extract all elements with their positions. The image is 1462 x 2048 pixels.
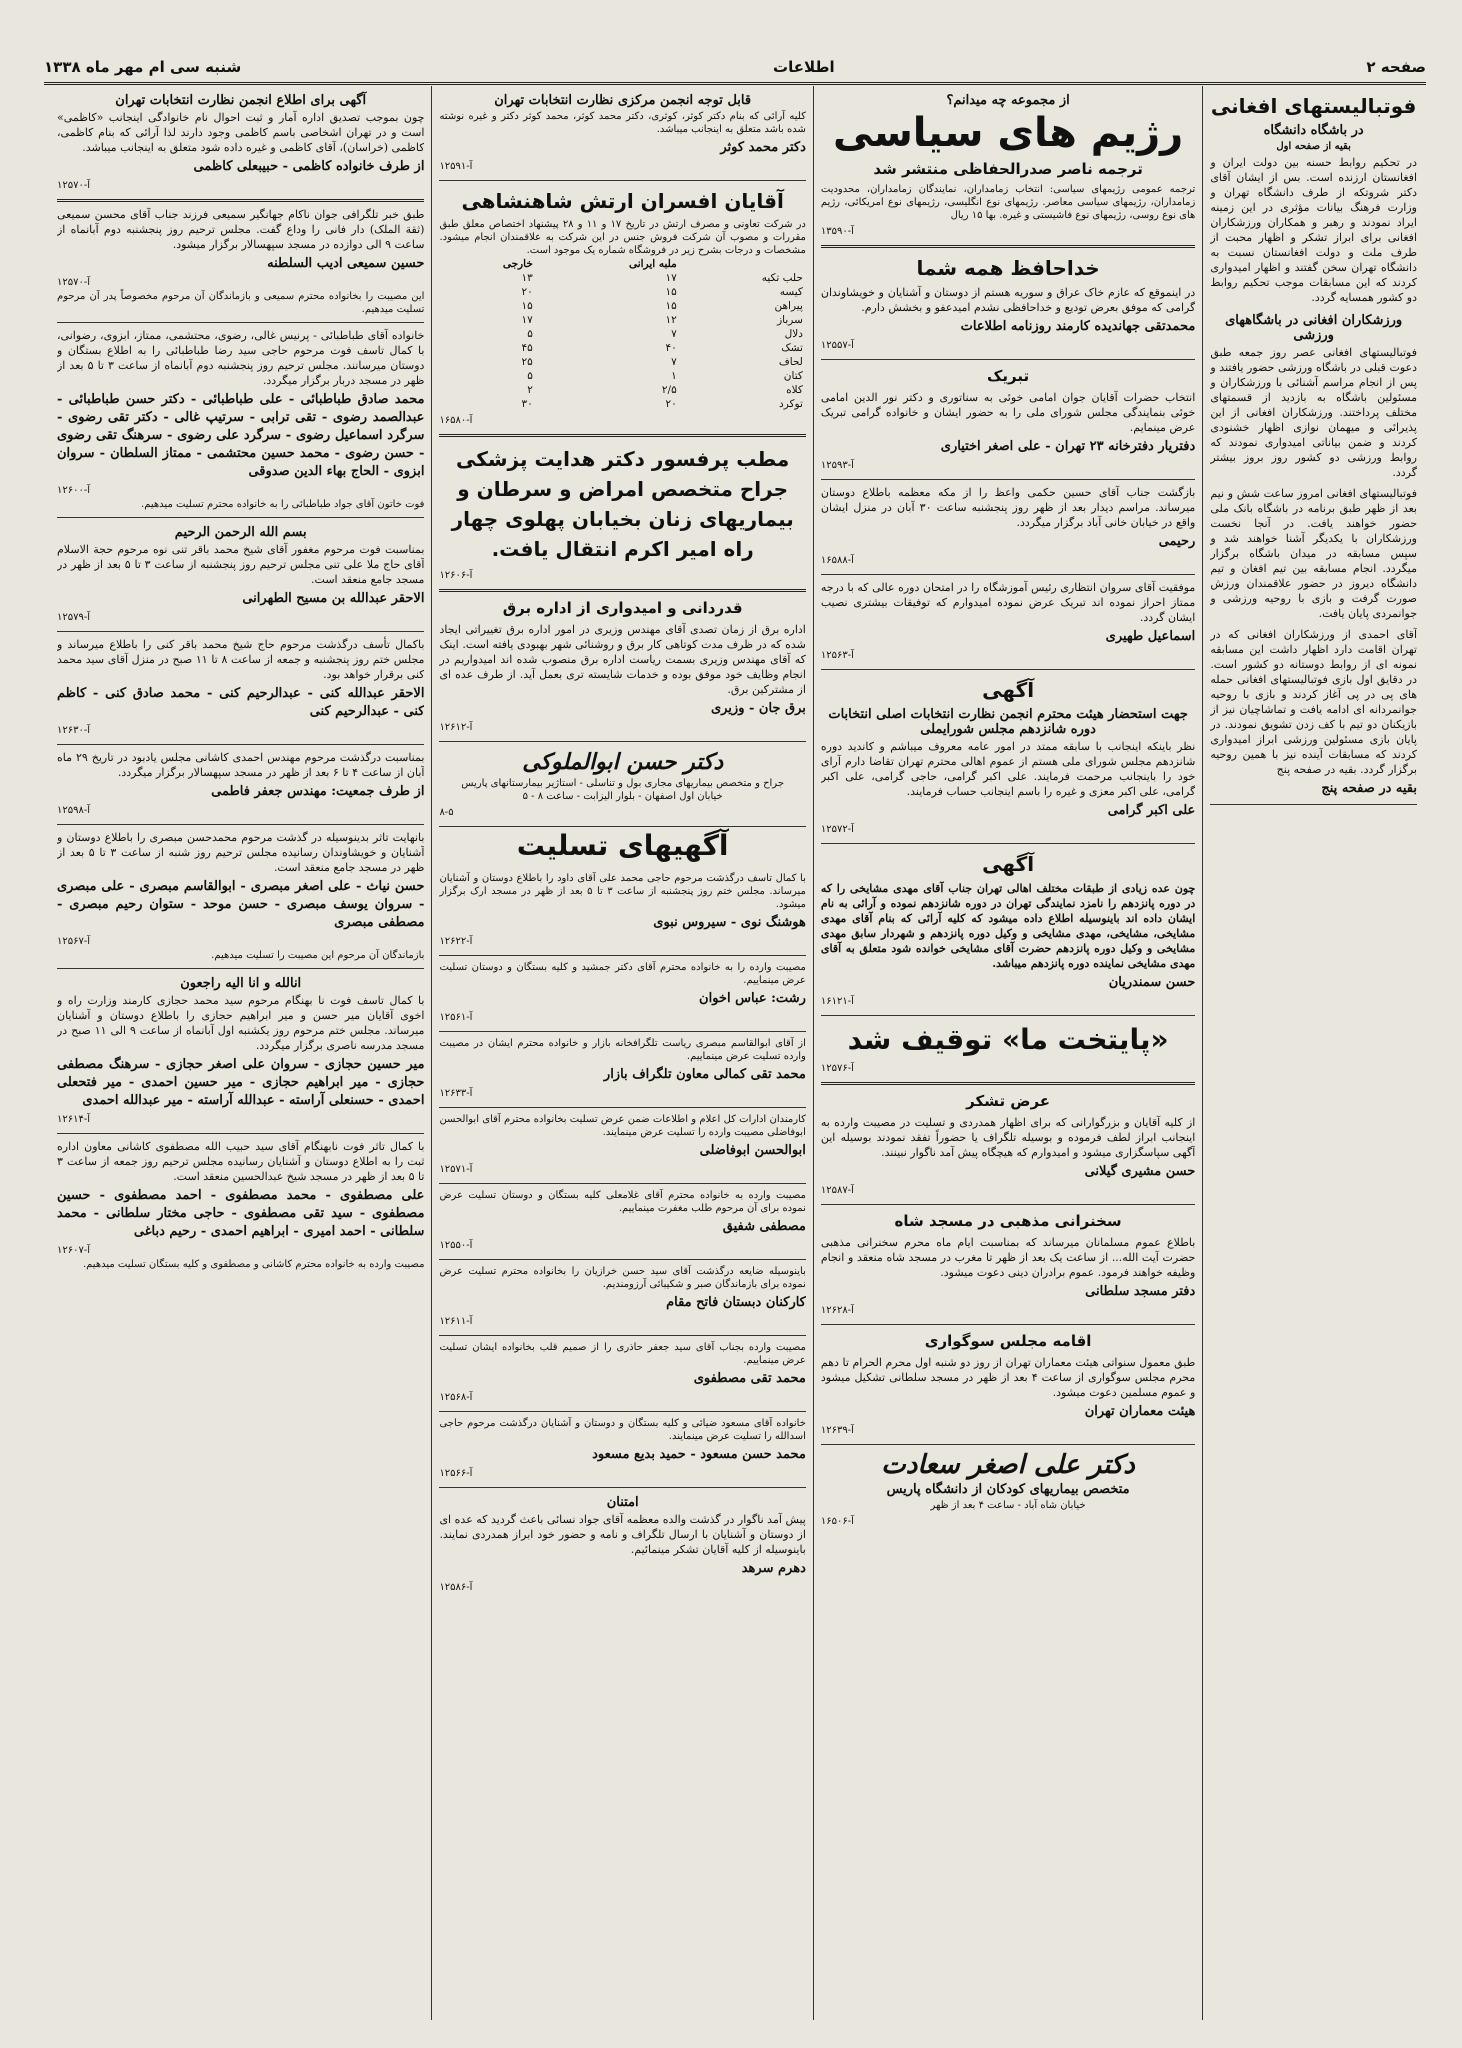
football-title: فوتبالیستهای افغانی (1210, 94, 1417, 118)
farewell-body: در اینموقع که عازم خاک عراق و سوریه هستم از دوستان و آشنایان و خویشاوندان گرامی که موفق بعرض تودیع و خداحافظی نشدم امیدعفو و بخشش دارم. (820, 286, 1196, 314)
condolence-sig: محمد تقی مصطفوی (693, 1371, 806, 1386)
army-domestic-price: ۱۵ (665, 300, 677, 312)
kazemi-ad (57, 86, 424, 202)
condolence-code: آ-۱۲۵۶۱ (439, 1012, 473, 1023)
obit3-ad (57, 518, 424, 632)
banned-title: «پایتخت ما» توقیف شد (847, 1023, 1169, 1056)
football-subtitle: در باشگاه دانشگاه (1263, 123, 1364, 138)
regimes-subtitle: ترجمه ناصر صدرالحفاظی منتشر شد (873, 160, 1143, 178)
farewell-code: آ-۱۲۵۵۷ (820, 340, 854, 351)
army-row (439, 285, 805, 299)
condolence-code: آ-۱۲۶۱۱ (439, 1316, 473, 1327)
kazemi-code: آ-۱۲۵۷۰ (57, 180, 91, 191)
condolence-code: آ-۱۲۵۶۶ (439, 1468, 473, 1479)
thanks-sig: حسن مشیری گیلانی (1084, 1164, 1196, 1179)
masthead (44, 52, 1426, 85)
army-item: کتان (783, 370, 803, 382)
army-body: در شرکت تعاونی و مصرف ارتش در تاریخ ۱۷ و ۱۱ و ۲۸ پیشنهاد اختصاص معلق طبق مقررات و مصوب آن شرکت فروش جنس در این شرکت به علاقمندان انجام میشود. مشخصات و درجات بشرح زیر در فروشگاه شماره یک موجود است. (439, 219, 806, 256)
obit6-sig: حسن نیاث - علی اصغر مبصری - ابوالقاسم مبصری - علی مبصری - سروان یوسف مبصری - حسن موحد - ستوان رحیم مبصری - مصطفی مبصری (57, 879, 425, 930)
army-domestic-price: ۴۰ (665, 342, 677, 354)
banned-ad (821, 1016, 1195, 1085)
obit3-body: بمناسبت فوت مرحوم مغفور آقای شیخ محمد باقر تنی نوه مرحوم حجة الاسلام آقای حاج ملا علی تنی مجلس ترحیم روز پنجشنبه از ساعت ۳ تا ۵ بعد از ظهر در مسجد جامع منعقد است. (57, 543, 425, 586)
army-foreign-price: ۵ (527, 328, 533, 340)
thanks-title: عرض تشکر (966, 1092, 1051, 1110)
success-code: آ-۱۲۵۶۳ (820, 650, 854, 661)
army-rows (439, 271, 805, 411)
condolence-body: کارمندان ادارات کل اعلام و اطلاعات ضمن عرض تسلیت بخانواده محترم آقای ابوالحسن ابوفاضلی مصیبت وارده را تسلیت عرض مینمایند. (439, 1114, 806, 1138)
army-foreign-price: ۲۵ (521, 356, 533, 368)
condolence-sig: ابوالحسن ابوفاضلی (699, 1143, 806, 1158)
condolence-code: آ-۱۲۶۳۳ (439, 1088, 473, 1099)
congrats-body: انتخاب حضرات آقایان جوان امامی خوئی به سناتوری و دکتر نور الدین امامی خوئی بنمایندگی مجلس شورای ملی را به حضور ایشان و خانواده گرامی تبریک عرض مینمایم. (820, 391, 1196, 434)
condolence-sig: رشت: عباس اخوان (699, 991, 806, 1006)
army-row (439, 397, 805, 411)
obit4-body: باکمال تأسف درگذشت مرحوم حاج شیخ محمد باقر کنی را باطلاع میرساند و مجلس ختم روز پنجشنبه و جمعه از ساعت ۸ تا ۱۱ صبح در منزل آقای سید محمد کنی برقرار خواهد بود. (57, 638, 425, 681)
obit4-sig: الاحقر عبدالله کنی - عبدالرحیم کنی - محمد صادق کنی - کاظم کنی - عبدالرحیم کنی (57, 686, 425, 719)
regimes-ad (821, 86, 1195, 248)
condolence-item (439, 1184, 805, 1260)
football-section2-title: ورزشکاران افغانی در باشگاههای ورزشی (1225, 313, 1403, 343)
army-domestic-price: ۱۲ (665, 314, 677, 326)
condolence-body: مصیبت وارده بجناب آقای سید جعفر حاذری را از صمیم قلب بخانواده ایشان تسلیت عرض مینماییم. (439, 1342, 806, 1366)
kowsar-title: قابل توجه انجمن مرکزی نظارت انتخابات تهران (494, 93, 752, 108)
return-code: آ-۱۶۵۸۸ (820, 555, 854, 566)
obit4-code: آ-۱۲۶۳۰ (57, 725, 91, 736)
column-center-left (431, 86, 812, 2020)
mosque-code: آ-۱۲۶۲۸ (820, 1305, 854, 1316)
army-domestic-price: ۷ (671, 328, 677, 340)
doctor-name: دکتر علی اصغر سعادت (881, 1450, 1135, 1480)
clinic-ad (439, 437, 805, 592)
condolence-code: آ-۱۲۵۵۰ (439, 1240, 473, 1251)
clinic-code: آ-۱۲۶۰۶ (439, 570, 473, 581)
army-col-foreign: خارجی (502, 258, 533, 270)
obit3-code: آ-۱۲۵۷۹ (57, 612, 91, 623)
power-title: قدردانی و امیدواری از اداره برق (502, 599, 743, 617)
notice1-ad (821, 670, 1195, 844)
gratitude-title: امتنان (606, 1495, 639, 1510)
obit1-code: آ-۱۲۵۷۰ (57, 277, 91, 288)
mourning-title: اقامه مجلس سوگواری (924, 1332, 1092, 1350)
thanks-body: از کلیه آقایان و بزرگوارانی که برای اظهار همدردی و تسلیت در مصیبت وارده به اینجانب ابراز لطف فرموده و بوسیله تلگراف یا حضوراً تفقد نمودند بوسیله این آگهی سپاسگزاری میشود و امیدوارم که هیچگاه پیش آمد ناگوار نبینند. (820, 1116, 1196, 1159)
football-section3-body: فوتبالیستهای افغانی امروز ساعت شش و نیم بعد از ظهر طبق برنامه در باشگاه بانک ملی حضور خواهند یافت. در آنجا نخست ورزشکاران با یکدیگر آشنا خواهند شد و سپس مسابقه در میدان باشگاه برگزار میگردد. انجام مسابقه بین تیم افغان و تیم دانشگاه دیروز در حضور علاقمندان ورزش صورت گرفت و بازی با روحیه ورزشی و جوانمردی پایان یافت. (1210, 487, 1417, 620)
army-row (439, 383, 805, 397)
doctor-code: آ-۱۶۵۰۶ (820, 1516, 854, 1527)
notice1-body: نظر باینکه اینجانب با سابقه ممتد در امور عامه معروف میباشم و کاندید دوره شانزدهم مجلس شورای ملی هستم از عموم اهالی محترم تهران تقاضا دارم آرای خود را باینجانب مرحمت فرمایند. علی اکبر گرامی، حاجی گرامی، علی اکبر گرامی، علی اکبر معزی و غیره را باسم اینجانب حساب فرمایند. (820, 740, 1196, 798)
obit8-ad (57, 1134, 424, 1277)
power-code: آ-۱۲۶۱۲ (439, 722, 473, 733)
doctor-ad (821, 1445, 1195, 1535)
army-foreign-price: ۱۷ (521, 314, 533, 326)
obit1-sig: حسین سمیعی ادیب السلطنه (267, 256, 425, 271)
obit8-sig: علی مصطفوی - محمد مصطفوی - احمد مصطفوی - حسین مصطفوی - سید تقی مصطفوی - حاجی مختار سلطانی - محمد سلطانی - احمد امیری - ابراهیم احمدی - رحیم دباغی (57, 1188, 425, 1239)
surgeon-ad (439, 742, 805, 827)
army-foreign-price: ۱۳ (521, 272, 533, 284)
condolence-sig: محمد تقی کمالی معاون تلگراف بازار (603, 1067, 806, 1082)
condolence-sig: محمد حسن مسعود - حمید بدیع مسعود (592, 1447, 806, 1462)
condolence-item (439, 1032, 805, 1108)
kazemi-body: چون بموجب تصدیق اداره آمار و ثبت احوال نام خانوادگی اینجانب «کاظمی» است و در تهران اشخاصی باسم کاظمی وجود دارند لذا آرائی که بنام کاظمی، کاظمی (خراسان)، آقای کاظمی و غیره داده شود متعلق به اینجانب میباشد. (57, 111, 425, 154)
army-item: تشک (781, 342, 803, 354)
condolence-body: از آقای ابوالقاسم مبصری ریاست تلگرافخانه بازار و خانواده محترم ایشان در مصیبت وارده تسلیت عرض مینماییم. (439, 1038, 806, 1062)
condolences-title: آگهیهای تسلیت (516, 829, 729, 862)
congrats-ad (821, 360, 1195, 480)
army-foreign-price: ۳۰ (521, 398, 533, 410)
condolence-item (439, 1108, 805, 1184)
issue-date: شنبه سی ام مهر ماه ۱۳۳۸ (44, 58, 242, 76)
mourning-code: آ-۱۲۶۳۹ (820, 1425, 854, 1436)
regimes-body: ترجمه عمومی رژیمهای سیاسی: انتخاب زمامداران، نمایندگان زمامداران، محدودیت زمامداران، رژیمهای سیاسی معاصر. رژیمهای نوع انگلیسی، رژیمهای نوع امریکائی، رژیم های نوع روسی، رژیمهای نوع فاشیستی و غیره. بها ۱۵ ریال (820, 184, 1196, 221)
condolence-item (439, 1260, 805, 1336)
return-ad (821, 480, 1195, 575)
army-code: آ-۱۶۵۸۰ (439, 415, 473, 426)
army-domestic-price: ۱۵ (665, 286, 677, 298)
gratitude-body: پیش آمد ناگوار در گذشت والده معظمه آقای جواد نسائی باعث گردید که عده ای از دوستان و آشنایان با ارسال تلگراف و نامه و حضور خود ابراز همدردی نمایند. باینوسیله از کلیه آقایان تشکر مینمائیم. (439, 1513, 806, 1556)
clinic-body: مطب پرفسور دکتر هدایت پزشکی جراح متخصص امراض و سرطان و بیماریهای زنان بخیابان پهلوی چهار راه امیر اکرم انتقال یافت. (451, 447, 794, 561)
obit5-sig: از طرف جمعیت: مهندس جعفر فاطمی (211, 784, 425, 799)
army-foreign-price: ۱۵ (521, 300, 533, 312)
army-item: دلال (784, 328, 803, 340)
army-domestic-price: ۱ (671, 370, 677, 382)
surgeon-name: دکتر حسن ابوالملوکی (522, 749, 724, 775)
condolence-body: مصیبت وارده را به خانواده محترم آقای دکتر جمشید و کلیه بستگان و دوستان تسلیت عرض مینماییم. (439, 962, 806, 986)
farewell-sig: محمدتقی جهاندیده کارمند روزنامه اطلاعات (960, 319, 1196, 334)
army-price-table (439, 257, 805, 411)
congrats-code: آ-۱۲۵۹۳ (820, 460, 854, 471)
army-row (439, 299, 805, 313)
thanks-ad (821, 1085, 1195, 1205)
mourning-body: طبق معمول سنواتی هیئت معماران تهران از روز دو شنبه اول محرم الحرام تا دهم محرم مجلس سوگواری از ساعت ۴ بعد از ظهر در مسجد سلطانی تشکیل میشود و عموم مسلمین دعوت میشود. (820, 1356, 1196, 1399)
obit2-ad (57, 323, 424, 518)
obit6-body: بانهایت تاثر بدینوسیله در گذشت مرحوم محمدحسن مبصری را باطلاع دوستان و آشنایان و خویشاوندان رسانیده مجلس ترحیم روز شنبه از ساعت ۳ تا ۵ بعد از ظهر در مسجد جامع منعقد است. (57, 831, 425, 874)
army-foreign-price: ۲۰ (521, 286, 533, 298)
obit7-title: انالله و انا الیه راجعون (180, 976, 302, 991)
gratitude-sig: دهرم سرهد (741, 1561, 806, 1576)
army-row (439, 355, 805, 369)
army-foreign-price: ۲ (527, 384, 533, 396)
army-row (439, 313, 805, 327)
notice1-subtitle: جهت استحضار هیئت محترم انجمن نظارت انتخابات اصلی انتخابات دوره شانزدهم مجلس شورایملی (828, 707, 1188, 737)
obit8-extra: مصیبت وارده به خانواده محترم کاشانی و مصطفوی و کلیه بستگان تسلیت میدهیم. (82, 1259, 425, 1270)
notice2-body: چون عده زیادی از طبقات مختلف اهالی تهران جناب آقای مهدی مشایخی را که در دوره پانزدهم را نامزد نمایندگی تهران در دوره شانزدهم نموده و آرائی به نام ایشان داده اند باینوسیله اطلاع داده میشود که کلیه آرائی که بنام آقای مهدی مشایخی، مشایخی، مهدی مشایخی و وکیل دوره پانزدهم و شهردار سابق مهدی مشایخی و وکیل دوره پانزدهم حضرت آقای مشایخی خوانده شود متعلق به آقای مهدی مشایخی نماینده دوره پانزدهم میباشد. (820, 882, 1196, 970)
kowsar-code: آ-۱۲۵۹۱ (439, 161, 473, 172)
army-item: توکرد (779, 398, 803, 410)
congrats-sig: دفتریار دفترخانه ۲۳ تهران - علی اصغر اختیاری (940, 439, 1196, 454)
army-domestic-price: ۲/۵ (661, 384, 677, 396)
condolence-sig: هوشنگ نوی - سیروس نبوی (653, 915, 806, 930)
surgeon-body: جراح و متخصص بیماریهای مجاری بول و تناسلی - استاژیر بیمارستانهای پاریس (461, 778, 785, 789)
army-col-domestic: ملبه ایرانی (628, 258, 677, 270)
army-item: حلب تکیه (761, 272, 803, 284)
obit2-extra: فوت خاتون آقای جواد طباطبائی را به خانواده محترم تسلیت میدهیم. (141, 499, 425, 510)
condolence-body: خانواده آقای مسعود ضیائی و کلیه بستگان و دوستان و آشنایان درگذشت مرحوم حاجی اسدالله را تسلیت عرض مینمایند. (439, 1418, 806, 1442)
army-domestic-price: ۱۷ (665, 272, 677, 284)
regimes-title: رژیم های سیاسی (832, 110, 1184, 156)
army-col-item (680, 257, 806, 271)
football-part: بقیه از صفحه اول (1276, 141, 1351, 152)
army-domestic-price: ۲۰ (665, 398, 677, 410)
notice1-sig: علی اکبر گرامی (1107, 803, 1196, 818)
condolence-item (439, 1412, 805, 1488)
obit7-body: با کمال تاسف فوت نا بهنگام مرحوم سید محمد حجازی کارمند وزارت راه و اخوی آقایان میر حسن و میر ابراهیم حجازی را باطلاع دوستان و آشنایان میرساند. مجلس ختم مرحوم روز یکشنبه اول آبانماه از ساعت ۹ الی ۱۱ صبح در مسجد مدرسه ناصری برگزار میگردد. (57, 994, 425, 1052)
mourning-ad (821, 1325, 1195, 1445)
obit3-title: بسم الله الرحمن الرحیم (174, 525, 307, 540)
newspaper-name: اطلاعات (773, 58, 835, 76)
condolence-body: باینوسیله ضایعه درگذشت آقای سید حسن خرازیان را بخانواده محترم تسلیت عرض نموده برای بازماندگان صبر و شکیبائی آرزومندیم. (439, 1266, 806, 1290)
obit6-code: آ-۱۲۵۶۷ (57, 936, 91, 947)
obit2-sig: محمد صادق طباطبائی - علی طباطبائی - دکتر حسن طباطبائی - عبدالصمد رضوی - تقی ترابی - سرتیپ غالی - دکتر تقی رضوی - سرگرد اسماعیل رضوی - سرگرد علی رضوی - سرهنگ تقی رضوی - حسن رضوی - محمد حسین محتشمی - ممتاز السلطان - سروان ابزوی - الحاج بهاء الدین صدوقی (57, 392, 425, 479)
notice1-code: آ-۱۲۵۷۲ (820, 824, 854, 835)
power-body: اداره برق از زمان تصدی آقای مهندس وزیری در امور اداره برق تغییراتی ایجاد شده که در ظرف مدت کوتاهی کار برق و روشنائی شهر بهبودی یافته است. اینک که آقای مهندس وزیری بسمت ریاست اداره برق منصوب شده اند امیدواریم در انجام وظایف خود موفق بوده و خدمات شایسته تری بعمل آید. از طرف عده ای از مشترکین برق. (439, 623, 806, 696)
football-section4-body: آقای احمدی از ورزشکاران افغانی که در تهران اقامت دارد اظهار داشت این مسابقه نمونه ای از روابط دوستانه دو کشور است. در دقایق اول بازی فوتبالیستهای افغانی حمله های پی در پی آغاز کردند و بازی با روحیه جوانمردانه ای ادامه یافت و تماشاچیان نیز از بازیکنان دو تیم با کف زدن تشویق نمودند. در پایان بازی مسئولین ورزشی ابراز امیدواری کردند که مسابقات آینده نیز با همین روحیه برگزار گردد. بقیه در صفحه پنج (1210, 628, 1417, 776)
obit1-body: طبق خبر تلگرافی جوان ناکام جهانگیر سمیعی فرزند جناب آقای محسن سمیعی (ثقة الملک) دار فانی را وداع گفت. مجلس ترحیم روز پنجشنبه دوم آبانماه از ساعت ۹ الی دوازده در مسجد سپهسالار برگزار میشود. (57, 208, 425, 251)
banned-code: آ-۱۲۵۷۶ (820, 1063, 854, 1074)
obit8-body: با کمال تاثر فوت نابهنگام آقای سید حبیب الله مصطفوی کاشانی معاون اداره ثبت را به اطلاع دوستان و آشنایان رسانیده مجلس ترحیم روز جمعه از ساعت ۳ تا ۵ بعد از ظهر در مسجد شیخ عبدالحسین منعقد است. (57, 1140, 425, 1183)
football-body: در تحکیم روابط حسنه بین دولت ایران و افغانستان ارزنده است. بس از ایشان آقای دکتر شروتکه از طرف دانشگاه تهران و وزارت فرهنگ بیانات مؤثری در این زمینه ایراد نمودند و رهبر و همکاران ورزشکاران افغانی برای ابراز تشکر و اظهار محبت از طرف ملت و دولت افغانستان نسبت به دانشگاه تهران سخن گفتند و اظهار امیدواری کردند که این مسابقات موجب تحکیم روابط دو کشور همسایه گردد. (1210, 156, 1417, 304)
notice2-ad (821, 844, 1195, 1016)
obit6-extra: بازماندگان آن مرحوم این مصیبت را تسلیت میدهیم. (211, 950, 425, 961)
farewell-title: خداحافظ همه شما (916, 256, 1100, 280)
obit6-ad (57, 825, 424, 969)
army-foreign-price: ۴۵ (521, 342, 533, 354)
army-row (439, 369, 805, 383)
condolence-code: آ-۱۲۵۶۸ (439, 1392, 473, 1403)
condolence-list (439, 867, 805, 1488)
army-item: پیراهن (774, 300, 803, 312)
kazemi-sig: از طرف خانواده کاظمی - حبیبعلی کاظمی (193, 159, 425, 174)
obit5-ad (57, 745, 424, 825)
obit5-code: آ-۱۲۵۹۸ (57, 805, 91, 816)
obit1-ad (57, 202, 424, 323)
football-closing: بقیه در صفحه پنج (1321, 781, 1417, 796)
power-sig: برق جان - وزیری (710, 701, 806, 716)
army-domestic-price: ۷ (671, 356, 677, 368)
condolence-item (439, 867, 805, 956)
thanks-code: آ-۱۲۵۸۷ (820, 1185, 854, 1196)
army-item: سرباز (777, 314, 803, 326)
army-item: لحاف (778, 356, 803, 368)
football-section2-body: فوتبالیستهای افغانی عصر روز جمعه طبق دعوت قبلی در باشگاه ورزشی حضور یافتند و پس از انجام مراسم آشنائی با ورزشکاران و مسئولین باشگاه به بازدید از قسمتهای مختلف پرداختند. ورزشکاران افغانی از این پذیرائی و میهمان نوازی اظهار خشنودی کردند و ضمن بیاناتی امیدواری نمودند که روابط ورزشی دو کشور روز بروز بیشتر گردد. (1210, 346, 1417, 479)
columns (50, 86, 1424, 2020)
obit7-code: آ-۱۲۶۱۴ (57, 1114, 91, 1125)
column-football (1202, 86, 1424, 2020)
surgeon-code: ۸-۵ (439, 807, 454, 818)
obit3-sig: الاحقر عبدالله بن مسیح الطهرانی (242, 591, 425, 606)
obit4-ad (57, 632, 424, 745)
gratitude-ad (439, 1488, 805, 1601)
power-ad (439, 592, 805, 742)
column-center-right (813, 86, 1202, 2020)
return-body: بازگشت جناب آقای حسین حکمی واعظ را از مکه معظمه باطلاع دوستان میرساند. مراسم دیدار بعد از ظهر روز پنجشنبه ساعت ۳۰ آبان در منزل ایشان واقع در خیابان خانی آباد برگزار میگردد. (820, 486, 1196, 529)
column-left (50, 86, 431, 2020)
obit7-ad (57, 969, 424, 1134)
army-row (439, 271, 805, 285)
kowsar-sig: دکتر محمد کوثر (720, 140, 806, 155)
army-row (439, 327, 805, 341)
mosque-sig: دفتر مسجد سلطانی (1085, 1284, 1196, 1299)
army-item: کیسه (779, 286, 803, 298)
obit8-code: آ-۱۲۶۰۷ (57, 1245, 91, 1256)
mosque-body: باطلاع عموم مسلمانان میرساند که بمناسبت ایام ماه محرم سخنرانی مذهبی حضرت آیت الله... از ساعت یک بعد از ظهر تا مغرب در مسجد شاه منعقد و انجام وظیفه خواهند فرمود. عموم برادران دینی دعوت میشود. (820, 1236, 1196, 1279)
regimes-code: آ-۱۳۵۹۰ (820, 226, 854, 237)
army-row (439, 341, 805, 355)
mourning-sig: هیئت معماران تهران (1084, 1404, 1196, 1419)
return-sig: رحیمی (1158, 534, 1196, 549)
kazemi-title: آگهی برای اطلاع انجمن نظارت انتخابات تهران (115, 93, 367, 108)
obit2-body: خانواده آقای طباطبائی - پرنیس غالی، رضوی، محتشمی، ممتاز، ابزوی، رضوانی، با کمال تاسف فوت مرحوم حاجی سید رضا طباطبائی را به اطلاع بستگان و دوستان میرسانند. مجلس ترحیم روز پنجشنبه دوم آبانماه از ساعت ۳ تا ۵ بعد از ظهر در مسجد دربار برگزار میگردد. (57, 329, 425, 387)
condolence-code: آ-۱۲۵۷۱ (439, 1164, 473, 1175)
kowsar-body: کلیه آرائی که بنام دکتر کوثر، کوثری، دکتر محمد کوثر، محمد کوثر دکتر و غیره نوشته شده باشد متعلق به اینجانب میباشد. (439, 111, 806, 135)
football-article (1210, 86, 1417, 805)
army-item: کلاه (786, 384, 803, 396)
obit5-body: بمناسبت درگذشت مرحوم مهندس احمدی کاشانی مجلس یادبود در تاریخ ۲۹ ماه آبان از ساعت ۴ تا ۶ بعد از ظهر در مسجد سپهسالار برگزار میگردد. (57, 751, 425, 779)
condolence-item (439, 956, 805, 1032)
surgeon-address: خیابان اول اصفهان - بلوار الیزابت - ساعت ۸ - ۵ (522, 791, 723, 802)
obit2-code: آ-۱۲۶۰۰ (57, 485, 91, 496)
doctor-desc: متخصص بیماریهای کودکان از دانشگاه پاریس (886, 1482, 1130, 1497)
notice2-code: آ-۱۶۱۲۱ (820, 996, 854, 1007)
condolence-sig: کارکنان دبستان فاتح مقام (666, 1295, 806, 1310)
notice2-title: آگهی (982, 852, 1035, 876)
success-sig: اسماعیل طهیری (1105, 629, 1196, 644)
obit7-sig: میر حسین حجازی - سروان علی اصغر حجازی - سرهنگ مصطفی حجازی - میر ابراهیم حجازی - میر حسین احمدی - میر فتحعلی احمدی - حسنعلی آراسته - عبدالله آراسته - میر عبدالله احمدی (57, 1057, 425, 1108)
mosque-ad (821, 1205, 1195, 1325)
mosque-title: سخنرانی مذهبی در مسجد شاه (894, 1212, 1122, 1230)
page-number: صفحه ۲ (1366, 58, 1426, 76)
success-body: موفقیت آقای سروان انتظاری رئیس آموزشگاه را در امتحان دوره عالی که با درجه ممتاز احراز نموده اند تبریک عرض نموده امیدوارم که توفیقات بیشتری نصیب ایشان گردد. (820, 581, 1196, 624)
farewell-ad (821, 248, 1195, 360)
army-foreign-price: ۵ (527, 370, 533, 382)
condolence-body: مصیبت وارده به خانواده محترم آقای غلامعلی کلیه بستگان و دوستان تسلیت عرض نموده برای آن مرحوم طلب مغفرت مینماییم. (439, 1190, 806, 1214)
condolence-code: آ-۱۲۶۲۲ (439, 936, 473, 947)
regimes-kicker: از مجموعه چه میدانم؟ (946, 93, 1070, 108)
gratitude-code: آ-۱۲۵۸۶ (439, 1582, 473, 1593)
condolence-body: با کمال تاسف درگذشت مرحوم حاجی محمد علی آقای داود را باطلاع دوستان و آشنایان میرساند. مجلس ختم روز پنجشنبه از ساعت ۳ تا ۵ بعد از ظهر در مسجد ارک برگزار میشود. (439, 873, 806, 910)
congrats-title: تبریک (987, 367, 1030, 385)
notice1-title: آگهی (982, 678, 1035, 702)
notice2-sig: حسن سمندریان (1108, 975, 1196, 990)
condolence-sig: مصطفی شفیق (722, 1219, 806, 1234)
army-ad (439, 181, 805, 437)
kowsar-ad (439, 86, 805, 181)
success-ad (821, 575, 1195, 670)
doctor-address: خیابان شاه آباد - ساعت ۴ بعد از ظهر (930, 1500, 1086, 1511)
army-title: آقایان افسران ارتش شاهنشاهی (461, 189, 784, 213)
obit1-extra: این مصیبت را بخانواده محترم سمیعی و بازماندگان آن مرحوم مخصوصاً پدر آن مرحوم تسلیت میدهیم. (57, 291, 425, 315)
condolence-item (439, 1336, 805, 1412)
